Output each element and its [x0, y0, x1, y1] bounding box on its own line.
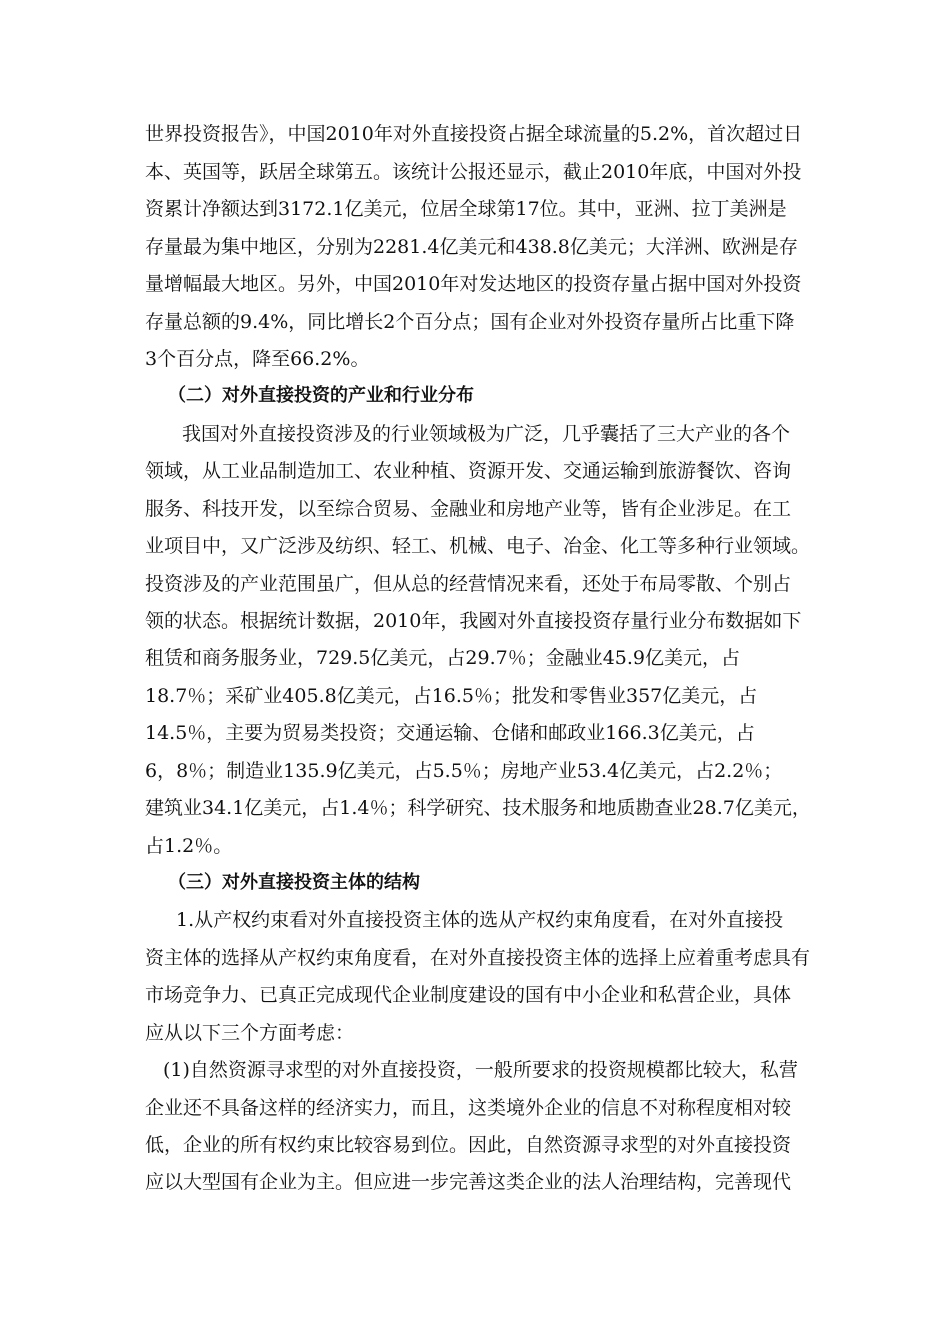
text-line: 业项目中，又广泛涉及纺织、轻工、机械、电子、冶金、化工等多种行业领域。 — [145, 535, 811, 557]
text-line: 14.5％，主要为贸易类投资；交通运输、仓储和邮政业166.3亿美元，占 — [145, 722, 755, 744]
text-line: 3个百分点，降至66.2%。 — [145, 348, 370, 370]
text-line: 资主体的选择从产权约束角度看，在对外直接投资主体的选择上应着重考虑具有 — [145, 947, 811, 969]
text-line: 建筑业34.1亿美元，占1.4％；科学研究、技术服务和地质勘查业28.7亿美元， — [145, 797, 811, 819]
text-line: 应以大型国有企业为主。但应进一步完善这类企业的法人治理结构，完善现代 — [145, 1171, 792, 1193]
text-line: 低，企业的所有权约束比较容易到位。因此，自然资源寻求型的对外直接投资 — [145, 1134, 792, 1156]
text-line: 世界投资报告》，中国2010年对外直接投资占据全球流量的5.2%，首次超过日 — [145, 123, 803, 145]
text-line: 企业还不具备这样的经济实力，而且，这类境外企业的信息不对称程度相对较 — [145, 1097, 792, 1119]
text-line: 占1.2％。 — [145, 835, 233, 857]
text-line: 存量总额的9.4%，同比增长2个百分点；国有企业对外投资存量所占比重下降 — [145, 311, 795, 333]
text-line: 领的状态。根据统计数据，2010年，我國对外直接投资存量行业分布数据如下 — [145, 610, 802, 632]
paragraph-first-line: (1)自然资源寻求型的对外直接投资，一般所要求的投资规模都比较大，私营 — [163, 1059, 798, 1081]
text-line: 本、英国等，跃居全球第五。该统计公报还显示，截止2010年底，中国对外投 — [145, 161, 802, 183]
text-line: 6，8％；制造业135.9亿美元，占5.5％；房地产业53.4亿美元，占2.2％； — [145, 760, 783, 782]
text-line: 领域，从工业品制造加工、农业种植、资源开发、交通运输到旅游餐饮、咨询 — [145, 460, 792, 482]
section-heading: （二）对外直接投资的产业和行业分布 — [168, 385, 474, 406]
text-line: 应从以下三个方面考虑： — [145, 1022, 355, 1044]
text-line: 存量最为集中地区，分别为2281.4亿美元和438.8亿美元；大洋洲、欧洲是存 — [145, 236, 798, 258]
paragraph-first-line: 1.从产权约束看对外直接投资主体的选从产权约束角度看，在对外直接投 — [176, 909, 784, 931]
text-line: 量增幅最大地区。另外，中国2010年对发达地区的投资存量占据中国对外投资 — [145, 273, 802, 295]
text-line: 服务、科技开发，以至综合贸易、金融业和房地产业等，皆有企业涉足。在工 — [145, 498, 792, 520]
section-heading: （三）对外直接投资主体的结构 — [168, 872, 420, 893]
text-line: 租赁和商务服务业，729.5亿美元，占29.7％；金融业45.9亿美元，占 — [145, 647, 741, 669]
text-line: 市场竞争力、已真正完成现代企业制度建设的国有中小企业和私营企业，具体 — [145, 984, 792, 1006]
paragraph-first-line: 我国对外直接投资涉及的行业领域极为广泛，几乎囊括了三大产业的各个 — [182, 423, 791, 445]
text-line: 资累计净额达到3172.1亿美元，位居全球第17位。其中，亚洲、拉丁美洲是 — [145, 198, 787, 220]
text-line: 投资涉及的产业范围虽广，但从总的经营情况来看，还处于布局零散、个别占 — [145, 573, 792, 595]
text-line: 18.7％；采矿业405.8亿美元，占16.5％；批发和零售业357亿美元，占 — [145, 685, 758, 707]
